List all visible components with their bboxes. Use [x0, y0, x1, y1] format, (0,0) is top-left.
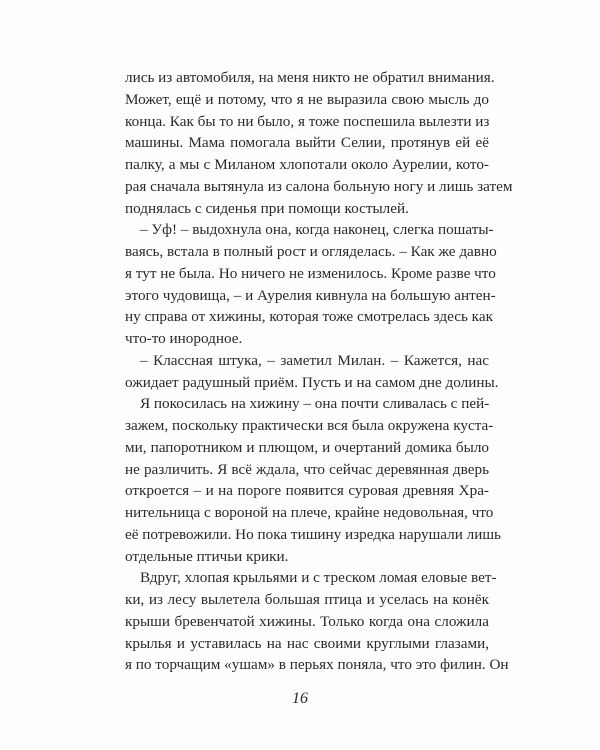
paragraph [125, 350, 499, 394]
text-line: Я покосилась на хижину – она почти сливалась с пей- [140, 395, 490, 413]
text-line: ми, папоротником и плющом, и очертаний домика было [125, 438, 489, 456]
text-line: – Классная штука, – заметил Милан. – Кажется, нас [140, 351, 489, 369]
text-line: поднялась с сиденья при помощи костылей. [125, 199, 409, 217]
text-line: – Уф! – выдохнула она, когда наконец, слегка пошаты- [140, 221, 494, 239]
paragraph [125, 567, 509, 676]
text-line: ки, из лесу вылетела большая птица и уселась на конёк [125, 591, 489, 608]
paragraph [125, 393, 501, 567]
text-line: рая сначала вытянула из салона больную ногу и лишь затем [125, 177, 513, 195]
text-line: её потревожили. Но пока тишину изредка нарушали лишь [125, 525, 501, 543]
text-line: зажем, поскольку практически вся была окружена куста- [125, 417, 494, 434]
text-line: ваясь, встала в полный рост и огляделась. – Как же давно [125, 243, 497, 260]
paragraph [125, 67, 513, 219]
text-line: Может, ещё и потому, что я не выразила свою мысль до [125, 90, 489, 108]
text-line: что-то инородное. [125, 330, 243, 347]
text-line: не различить. Я всё ждала, что сейчас деревянная дверь [125, 460, 489, 478]
text-line: я тут не была. Но ничего не изменилось. Кроме разве что [125, 264, 496, 282]
text-line: палку, а мы с Миланом хлопотали около Аурелии, кото- [125, 156, 489, 173]
paragraph [125, 219, 497, 350]
text-line: этого чудовища, – и Аурелия кивнула на большую антен- [125, 286, 496, 304]
text-line: ну справа от хижины, которая тоже смотрелась здесь как [125, 308, 493, 326]
text-line: крылья и уставилась на нас своими круглыми глазами, [125, 634, 489, 652]
text-line: я по торчащим «ушам» в перьях поняла, что это филин. Он [125, 656, 509, 674]
text-line: отдельные птичьи крики. [125, 547, 289, 565]
body-text [125, 67, 513, 676]
text-line: крыши бревенчатой хижины. Только когда она сложила [125, 612, 489, 630]
text-line: машины. Мама помогала выйти Селии, протянув ей её [125, 134, 489, 152]
text-line: Вдруг, хлопая крыльями и с треском ломая еловые вет- [140, 569, 497, 587]
page-number: 16 [292, 690, 308, 707]
text-line: откроется – и на пороге появится суровая древняя Хра- [125, 482, 489, 500]
text-line: ожидает радушный приём. Пусть и на самом дне долины. [125, 373, 499, 391]
text-line: лись из автомобиля, на меня никто не обратил внимания. [125, 69, 495, 86]
text-line: нительница с вороной на плече, крайне недовольная, что [125, 504, 494, 521]
text-line: конца. Как бы то ни было, я тоже поспешила вылезти из [125, 112, 490, 130]
